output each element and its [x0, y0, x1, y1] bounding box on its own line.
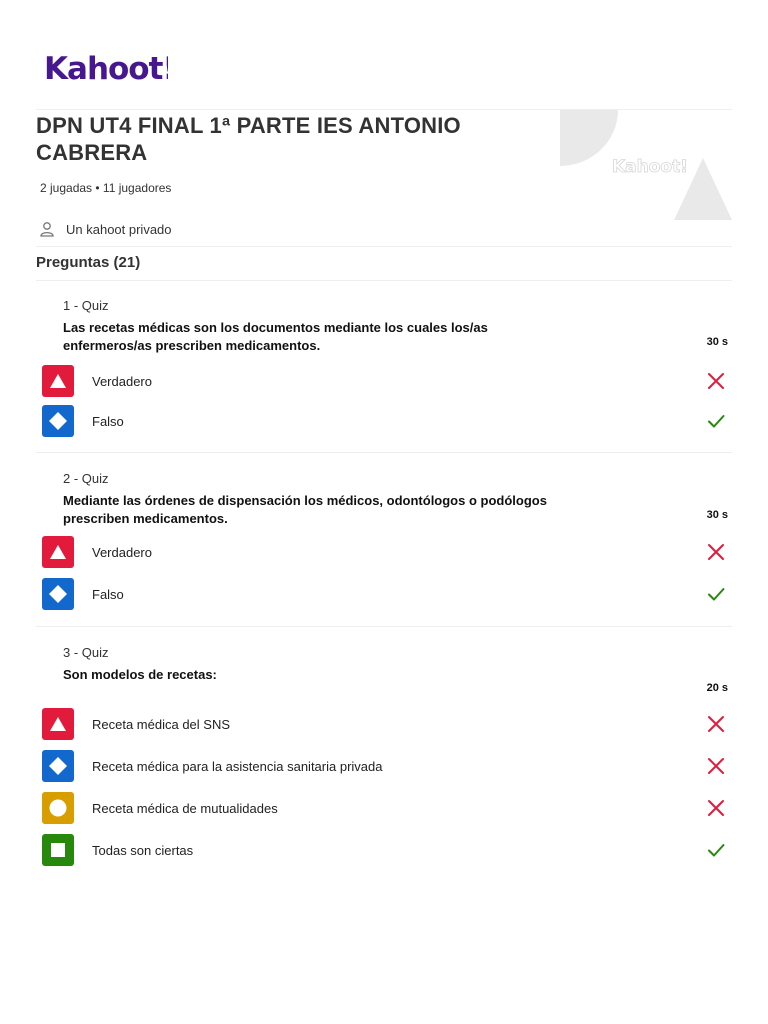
answer-text: Verdadero	[92, 544, 152, 560]
triangle-icon	[42, 365, 74, 397]
question-card[interactable]	[36, 471, 732, 627]
correct-icon	[706, 840, 726, 860]
question-label: 2 - Quiz	[63, 471, 109, 486]
answer-text: Verdadero	[92, 373, 152, 389]
answer-row	[42, 750, 730, 782]
stats-divider	[36, 246, 732, 247]
triangle-icon	[42, 708, 74, 740]
question-text: Mediante las órdenes de dispensación los médicos, odontólogos o podólogos prescriben medicamentos.	[63, 493, 547, 526]
incorrect-icon	[706, 542, 726, 562]
kahoot-title: DPN UT4 FINAL 1ª PARTE IES ANTONIO CABRERA	[36, 113, 461, 165]
logo-wordmark: Kahoot!	[44, 51, 168, 87]
answer-text: Falso	[92, 413, 124, 429]
incorrect-icon	[706, 371, 726, 391]
question-card[interactable]	[36, 645, 732, 875]
kahoot-owner	[38, 220, 172, 238]
question-divider	[36, 626, 732, 627]
answer-row	[42, 365, 730, 397]
answer-text: Receta médica para la asistencia sanitaria privada	[92, 758, 383, 774]
owner-label: Un kahoot privado	[66, 221, 172, 237]
incorrect-icon	[706, 798, 726, 818]
answer-row	[42, 536, 730, 568]
question-label: 1 - Quiz	[63, 298, 109, 313]
answer-row	[42, 792, 730, 824]
kahoot-stats: 2 jugadas • 11 jugadores	[40, 181, 172, 195]
question-label: 3 - Quiz	[63, 645, 109, 660]
question-card[interactable]	[36, 298, 732, 454]
circle-icon	[42, 792, 74, 824]
diamond-icon	[42, 750, 74, 782]
square-icon	[42, 834, 74, 866]
question-text: Son modelos de recetas:	[63, 667, 217, 682]
triangle-icon	[42, 536, 74, 568]
answer-text: Receta médica del SNS	[92, 716, 231, 732]
question-divider	[36, 452, 732, 453]
question-time: 30 s	[706, 336, 728, 348]
question-time: 20 s	[706, 682, 728, 694]
correct-icon	[706, 411, 726, 431]
kahoot-cover-image	[558, 110, 732, 222]
user-icon	[38, 220, 56, 238]
incorrect-icon	[706, 714, 726, 734]
answer-text: Receta médica de mutualidades	[92, 800, 278, 816]
answer-text: Falso	[92, 586, 124, 602]
answer-row	[42, 834, 730, 866]
answer-row	[42, 578, 730, 610]
correct-icon	[706, 584, 726, 604]
questions-heading: Preguntas (21)	[36, 254, 141, 271]
answer-text: Todas son ciertas	[92, 842, 194, 858]
diamond-icon	[42, 578, 74, 610]
answer-row	[42, 405, 730, 437]
kahoot-logo[interactable]	[44, 48, 168, 88]
cover-watermark: Kahoot!	[612, 157, 688, 177]
question-text: Las recetas médicas son los documentos mediante los cuales los/as enfermeros/as prescriben medicamentos.	[63, 320, 488, 353]
incorrect-icon	[706, 756, 726, 776]
answer-row	[42, 708, 730, 740]
diamond-icon	[42, 405, 74, 437]
question-time: 30 s	[706, 509, 728, 521]
questions-heading-divider	[36, 280, 732, 281]
